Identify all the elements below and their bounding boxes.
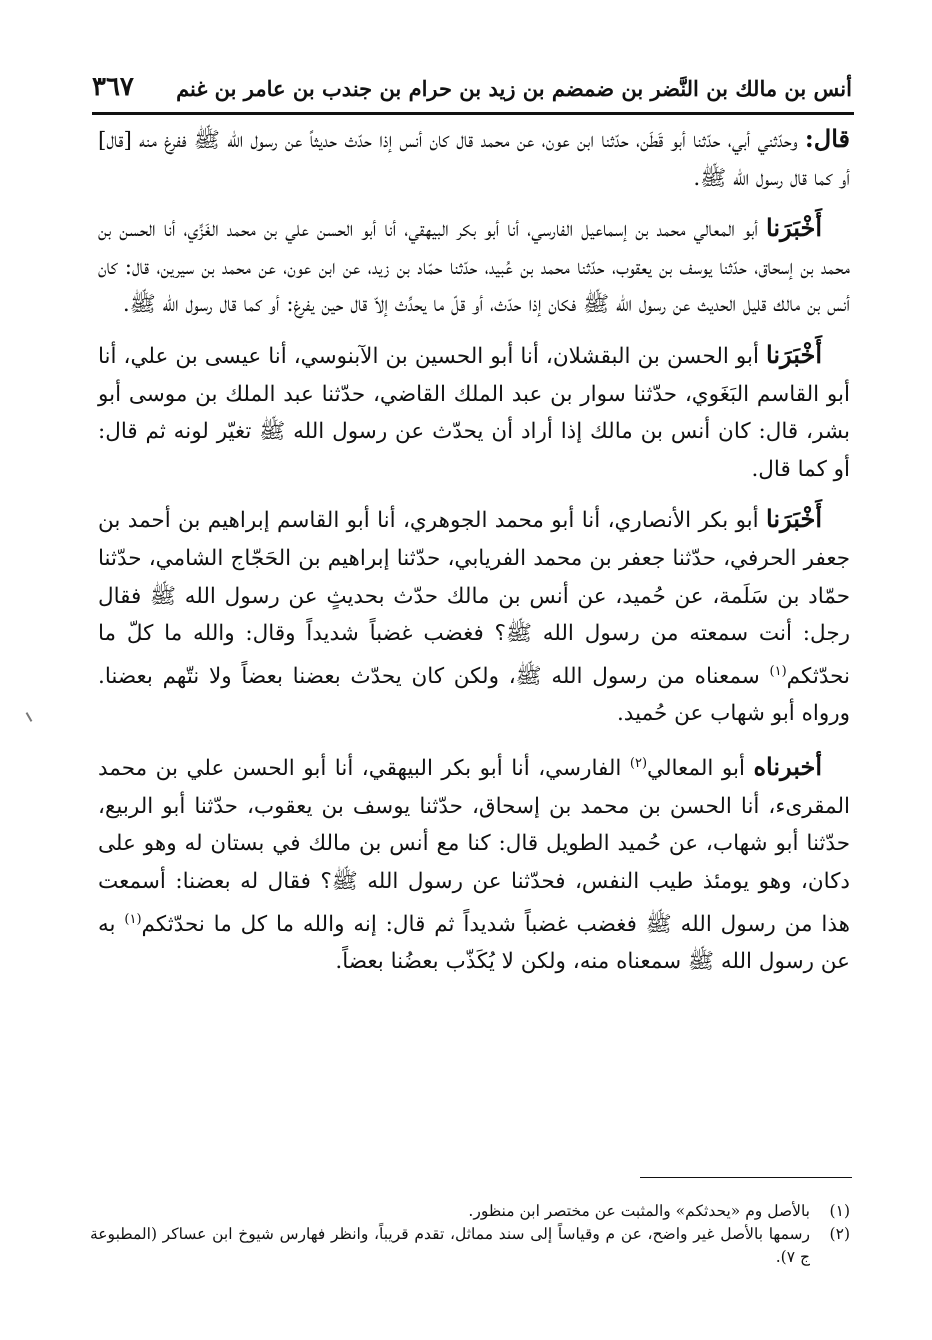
paragraph-5 [98, 745, 850, 981]
paragraph-text: أبو المعالي [647, 756, 754, 782]
paragraph-text: أبو بكر الأنصاري، أنا أبو محمد الجوهري، أنا أبو القاسم إبراهيم بن أحمد بن جعفر الحرفي، حدّثنا جعفر بن محمد الفريابي، حدّثنا إبراهيم بن الحَجّاج الشامي، حدّثنا حمّاد بن سَلَمة، عن حُميد، عن أنس بن مالك حدّث بحديثٍ عن رسول الله ﷺ فقال رجل: أنت سمعته من رسول الله ﷺ؟ فغضب غضباً شديداً وقال: والله ما كلّ ما نحدّثكم [98, 508, 850, 689]
footnote-number: (٢) [829, 1225, 850, 1243]
paragraph-lead: أَخْبَرَنا [766, 504, 822, 534]
paragraph-text: وحدّثني أبي، حدّثنا أبو قَطَن، حدّثنا ابن عون، عن محمد قال كان أنس إذا حدّث حديثاً عن رسول الله ﷺ ففرغ منه [قال] أو كما قال رسول الله ﷺ. [98, 128, 850, 191]
paragraph-1 [98, 120, 850, 197]
footnote-number: (١) [829, 1202, 850, 1220]
paragraph-text: أبو المعالي محمد بن إسماعيل الفارسي، أنا أبو بكر البيهقي، أنا أبو الحسن علي بن محمد الغَزِّي، أنا الحسن بن محمد بن إسحاق، حدّثنا يوسف بن يعقوب، حدّثنا محمد بن عُبيد، حدّثنا حمّاد بن زيد، عن ابن عون، عن محمد بن سيرين، قال: كان أنس بن مالك قليل الحديث عن رسول الله ﷺ فكان إذا حدّث، أو قلّ ما يحدِّث إلاّ قال حين يفرغ: أو كما قال رسول الله ﷺ. [98, 217, 850, 318]
paragraph-lead: أخبرناه [753, 752, 822, 782]
margin-mark [26, 712, 33, 722]
paragraph-lead: قال: [804, 124, 850, 153]
footnote-reference: (١) [124, 911, 142, 927]
footnote-2 [90, 1223, 850, 1269]
header-rule [92, 112, 854, 115]
footnote-text: بالأصل وم «يحدثكم» والمثبت عن مختصر ابن منظور. [468, 1202, 810, 1220]
footnotes [90, 1200, 850, 1269]
paragraph-text: أبو الحسن بن البقشلان، أنا أبو الحسين بن الآبنوسي، أنا عيسى بن علي، أنا أبو القاسم البَغَوي، حدّثنا سوار بن عبد الملك القاضي، حدّثنا عبد الملك بن موسى أبو بشر، قال: كان أنس بن مالك إذا أراد أن يحدّث عن رسول الله ﷺ تغيّر لونه ثم قال: أو كما قال. [98, 343, 850, 482]
main-text [98, 120, 850, 993]
footnote-1 [90, 1200, 850, 1223]
paragraph-text-continued: الفارسي، أنا أبو بكر البيهقي، أنا أبو الحسن علي بن محمد المقرىء، أنا الحسن بن محمد بن إسحاق، حدّثنا يوسف بن يعقوب، حدّثنا أبو الربيع، حدّثنا أبو شهاب، عن حُميد الطويل قال: كنا مع أنس بن مالك في بستان له وهو على دكان، وهو يومئذ طيب النفس، فحدّثنا عن رسول الله ﷺ؟ فقال له بعضنا: أسمعت هذا من رسول الله ﷺ فغضب غضباً شديداً ثم قال: إنه والله ما كل ما نحدّثكم [98, 756, 850, 937]
paragraph-text-end: به عن رسول الله ﷺ سمعناه منه، ولكن لا يُكَذّب بعضُنا بعضاً. [98, 911, 850, 975]
paragraph-lead: أَخْبَرَنا [766, 339, 822, 369]
footnote-text: رسمها بالأصل غير واضح، عن م وقياساً إلى سند مماثل، تقدم قريباً، وانظر فهارس شيوخ ابن عساكر (المطبوعة ج ٧). [90, 1225, 810, 1266]
paragraph-3 [98, 336, 850, 488]
paragraph-lead: أَخْبَرَنا [766, 213, 822, 243]
footnote-separator [640, 1177, 852, 1178]
paragraph-2 [98, 209, 850, 324]
footnote-reference: (١) [769, 663, 787, 679]
running-title: أنس بن مالك بن النَّضر بن ضمضم بن زيد بن حرام بن جندب بن عامر بن غنم [176, 76, 852, 101]
page-header [92, 70, 852, 110]
page-number: ٣٦٧ [92, 72, 134, 102]
paragraph-text-continued: سمعناه من رسول الله ﷺ، ولكن كان يحدّث بعضنا بعضاً ولا نتّهم بعضنا. ورواه أبو شهاب عن حُميد. [98, 663, 850, 727]
paragraph-4 [98, 500, 850, 733]
footnote-reference: (٢) [629, 756, 648, 772]
